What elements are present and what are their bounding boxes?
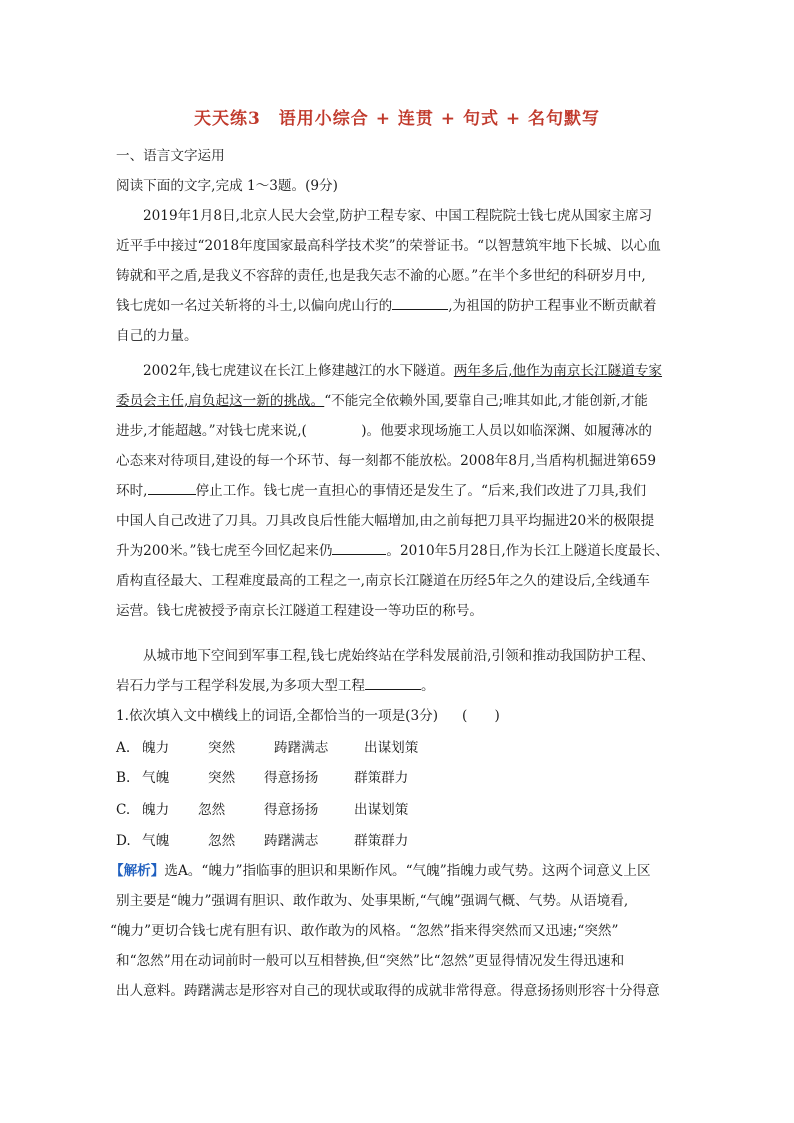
option-letter: B. (116, 770, 131, 786)
p2-text: “不能完全依赖外国,要靠自己;唯其如此,才能创新,才能 (324, 393, 648, 409)
p1-line: 2019年1月8日,北京人民大会堂,防护工程专家、中国工程院院士钱七虎从国家主席习 (143, 208, 653, 224)
option-letter: D. (116, 833, 131, 849)
option-word: 突然 (208, 740, 236, 756)
p2-text: 。2010年5月28日,作为长江上隧道长度最长、 (386, 543, 669, 559)
underlined-sentence: 两年多后,他作为南京长江隧道专家 (453, 363, 663, 379)
option-word: 忽然 (208, 833, 236, 849)
option-word: 气魄 (142, 770, 170, 786)
p3-line (116, 676, 682, 696)
p2-text: 环时, (116, 483, 148, 499)
analysis-line: 出人意料。踌躇满志是形容对自己的现状或取得的成就非常得意。得意扬扬则形容十分得意 (116, 983, 660, 999)
option-c[interactable] (116, 800, 682, 820)
reading-instruction: 阅读下面的文字,完成 1～3题。(9分) (116, 178, 338, 194)
fill-blank-3[interactable] (332, 542, 386, 555)
section-heading: 一、语言文字运用 (116, 148, 225, 164)
p2-text: 2002年,钱七虎建议在长江上修建越江的水下隧道。 (143, 363, 454, 379)
option-b[interactable] (116, 768, 682, 788)
fill-blank-1[interactable] (392, 297, 448, 310)
question-stem: 1.依次填入文中横线上的词语,全都恰当的一项是(3分) (116, 708, 439, 724)
option-word: 魄力 (142, 740, 170, 756)
p1-line (116, 296, 682, 316)
option-word: 踌躇满志 (274, 740, 329, 756)
p2-line (143, 361, 682, 381)
page-title: 天天练3 语用小综合 + 连贯 + 句式 + 名句默写 (193, 109, 601, 129)
analysis-tag: 【解析】 (110, 863, 165, 879)
option-word: 得意扬扬 (264, 802, 319, 818)
analysis-line: 和“忽然”用在动词前时一般可以互相替换,但“突然”比“忽然”更显得情况发生得迅速和 (116, 953, 625, 969)
option-word: 出谋划策 (364, 740, 419, 756)
option-word: 踌躇满志 (264, 833, 319, 849)
underlined-sentence: 委员会主任,肩负起这一新的挑战。 (116, 393, 325, 409)
analysis-line: “魄力”更切合钱七虎有胆有识、敢作敢为的风格。“忽然”指来得突然而又迅速;“突然” (110, 923, 619, 939)
p2-line (116, 541, 682, 561)
p1-text: 钱七虎如一名过关斩将的斗士,以偏向虎山行的 (116, 298, 393, 314)
p3-line: 从城市地下空间到军事工程,钱七虎始终站在学科发展前沿,引领和推动我国防护工程、 (143, 648, 655, 664)
p1-line: 近平手中接过“2018年度国家最高科学技术奖”的荣誉证书。“以智慧筑牢地下长城、以心血 (116, 238, 661, 254)
fill-blank-4[interactable] (365, 677, 421, 690)
p1-text: ,为祖国的防护工程事业不断贡献着 (448, 298, 657, 314)
analysis-line (110, 861, 682, 881)
option-word: 忽然 (198, 802, 226, 818)
option-word: 群策群力 (354, 833, 409, 849)
option-word: 得意扬扬 (264, 770, 319, 786)
option-word: 出谋划策 (354, 802, 409, 818)
option-word: 魄力 (142, 802, 170, 818)
option-word: 群策群力 (354, 770, 409, 786)
p2-text: 升为200米。”钱七虎至今回忆起来仍 (116, 543, 333, 559)
option-word: 气魄 (142, 833, 170, 849)
p2-line (116, 481, 682, 501)
p2-line: 中国人自己改进了刀具。刀具改良后性能大幅增加,由之前每把刀具平均掘进20米的极限提 (116, 513, 655, 529)
p1-line: 铸就和平之盾,是我义不容辞的责任,也是我矢志不渝的心愿。”在半个多世纪的科研岁月中, (116, 268, 646, 284)
p1-line: 自己的力量。 (116, 328, 198, 344)
answer-parentheses[interactable]: ( ) (462, 708, 500, 724)
option-word: 突然 (208, 770, 236, 786)
p2-line: 盾构直径最大、工程难度最高的工程之一,南京长江隧道在历经5年之久的建设后,全线通车 (116, 573, 650, 589)
p3-text: 。 (421, 678, 435, 694)
option-a[interactable] (116, 738, 682, 758)
fill-blank-2[interactable] (148, 482, 196, 495)
p2-line: 运营。钱七虎被授予南京长江隧道工程建设一等功臣的称号。 (116, 603, 484, 619)
p2-line (116, 391, 682, 411)
analysis-text: 选A。“魄力”指临事的胆识和果断作风。“气魄”指魄力或气势。这两个词意义上区 (164, 863, 651, 879)
option-letter: A. (116, 740, 131, 756)
option-letter: C. (116, 802, 131, 818)
p2-line: 心态来对待项目,建设的每一个环节、每一刻都不能放松。2008年8月,当盾构机掘进第659 (116, 453, 657, 469)
p2-text: 停止工作。钱七虎一直担心的事情还是发生了。“后来,我们改进了刀具,我们 (195, 483, 647, 499)
option-d[interactable] (116, 831, 682, 851)
question-1 (116, 706, 682, 726)
analysis-line: 别主要是“魄力”强调有胆识、敢作敢为、处事果断,“气魄”强调气概、气势。从语境看, (116, 893, 629, 909)
p2-line: 进步,才能超越。”对钱七虎来说,( )。他要求现场施工人员以如临深渊、如履薄冰的 (116, 423, 652, 439)
p3-text: 岩石力学与工程学科发展,为多项大型工程 (116, 678, 366, 694)
